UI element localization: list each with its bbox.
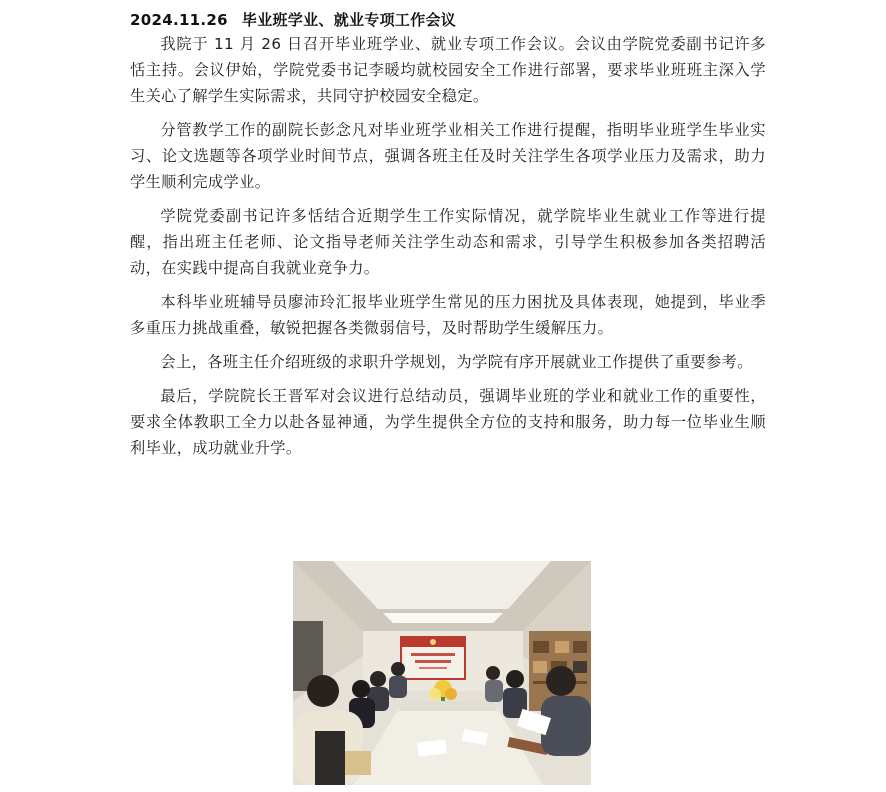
article-date: 2024.11.26: [130, 11, 228, 29]
paragraph-6: 最后，学院院长王晋军对会议进行总结动员，强调毕业班的学业和就业工作的重要性，要求全体教职工全力以赴各显神通，为学生提供全方位的支持和服务，助力每一位毕业生顺利毕业，成功就业升学。: [130, 387, 766, 457]
paragraph-1: 我院于 11 月 26 日召开毕业班学业、就业专项工作会议。会议由学院党委副书记许多恬主持。会议伊始，学院党委书记李暖均就校园安全工作进行部署，要求毕业班班主深入学生关心了解学生实际需求，共同守护校园安全稳定。: [130, 35, 766, 105]
news-article: [130, 0, 766, 469]
paragraph-3: 学院党委副书记许多恬结合近期学生工作实际情况，就学院毕业生就业工作等进行提醒，指出班主任老师、论文指导老师关注学生动态和需求，引导学生积极参加各类招聘活动，在实践中提高自我就业竞争力。: [130, 207, 766, 277]
paragraph-5: 会上，各班主任介绍班级的求职升学规划，为学院有序开展就业工作提供了重要参考。: [160, 353, 753, 371]
meeting-photo-illustration: [293, 561, 591, 785]
paragraph-2: 分管教学工作的副院长彭念凡对毕业班学业相关工作进行提醒，指明毕业班学生毕业实习、论文选题等各项学业时间节点，强调各班主任及时关注学生各项学业压力及需求，助力学生顺利完成学业。: [130, 121, 766, 191]
paragraph-4: 本科毕业班辅导员廖沛玲汇报毕业班学生常见的压力困扰及具体表现，她提到，毕业季多重压力挑战重叠，敏锐把握各类微弱信号，及时帮助学生缓解压力。: [130, 293, 766, 337]
meeting-photo: [293, 561, 591, 785]
article-headline: [130, 0, 766, 31]
article-title: 毕业班学业、就业专项工作会议: [241, 11, 457, 29]
